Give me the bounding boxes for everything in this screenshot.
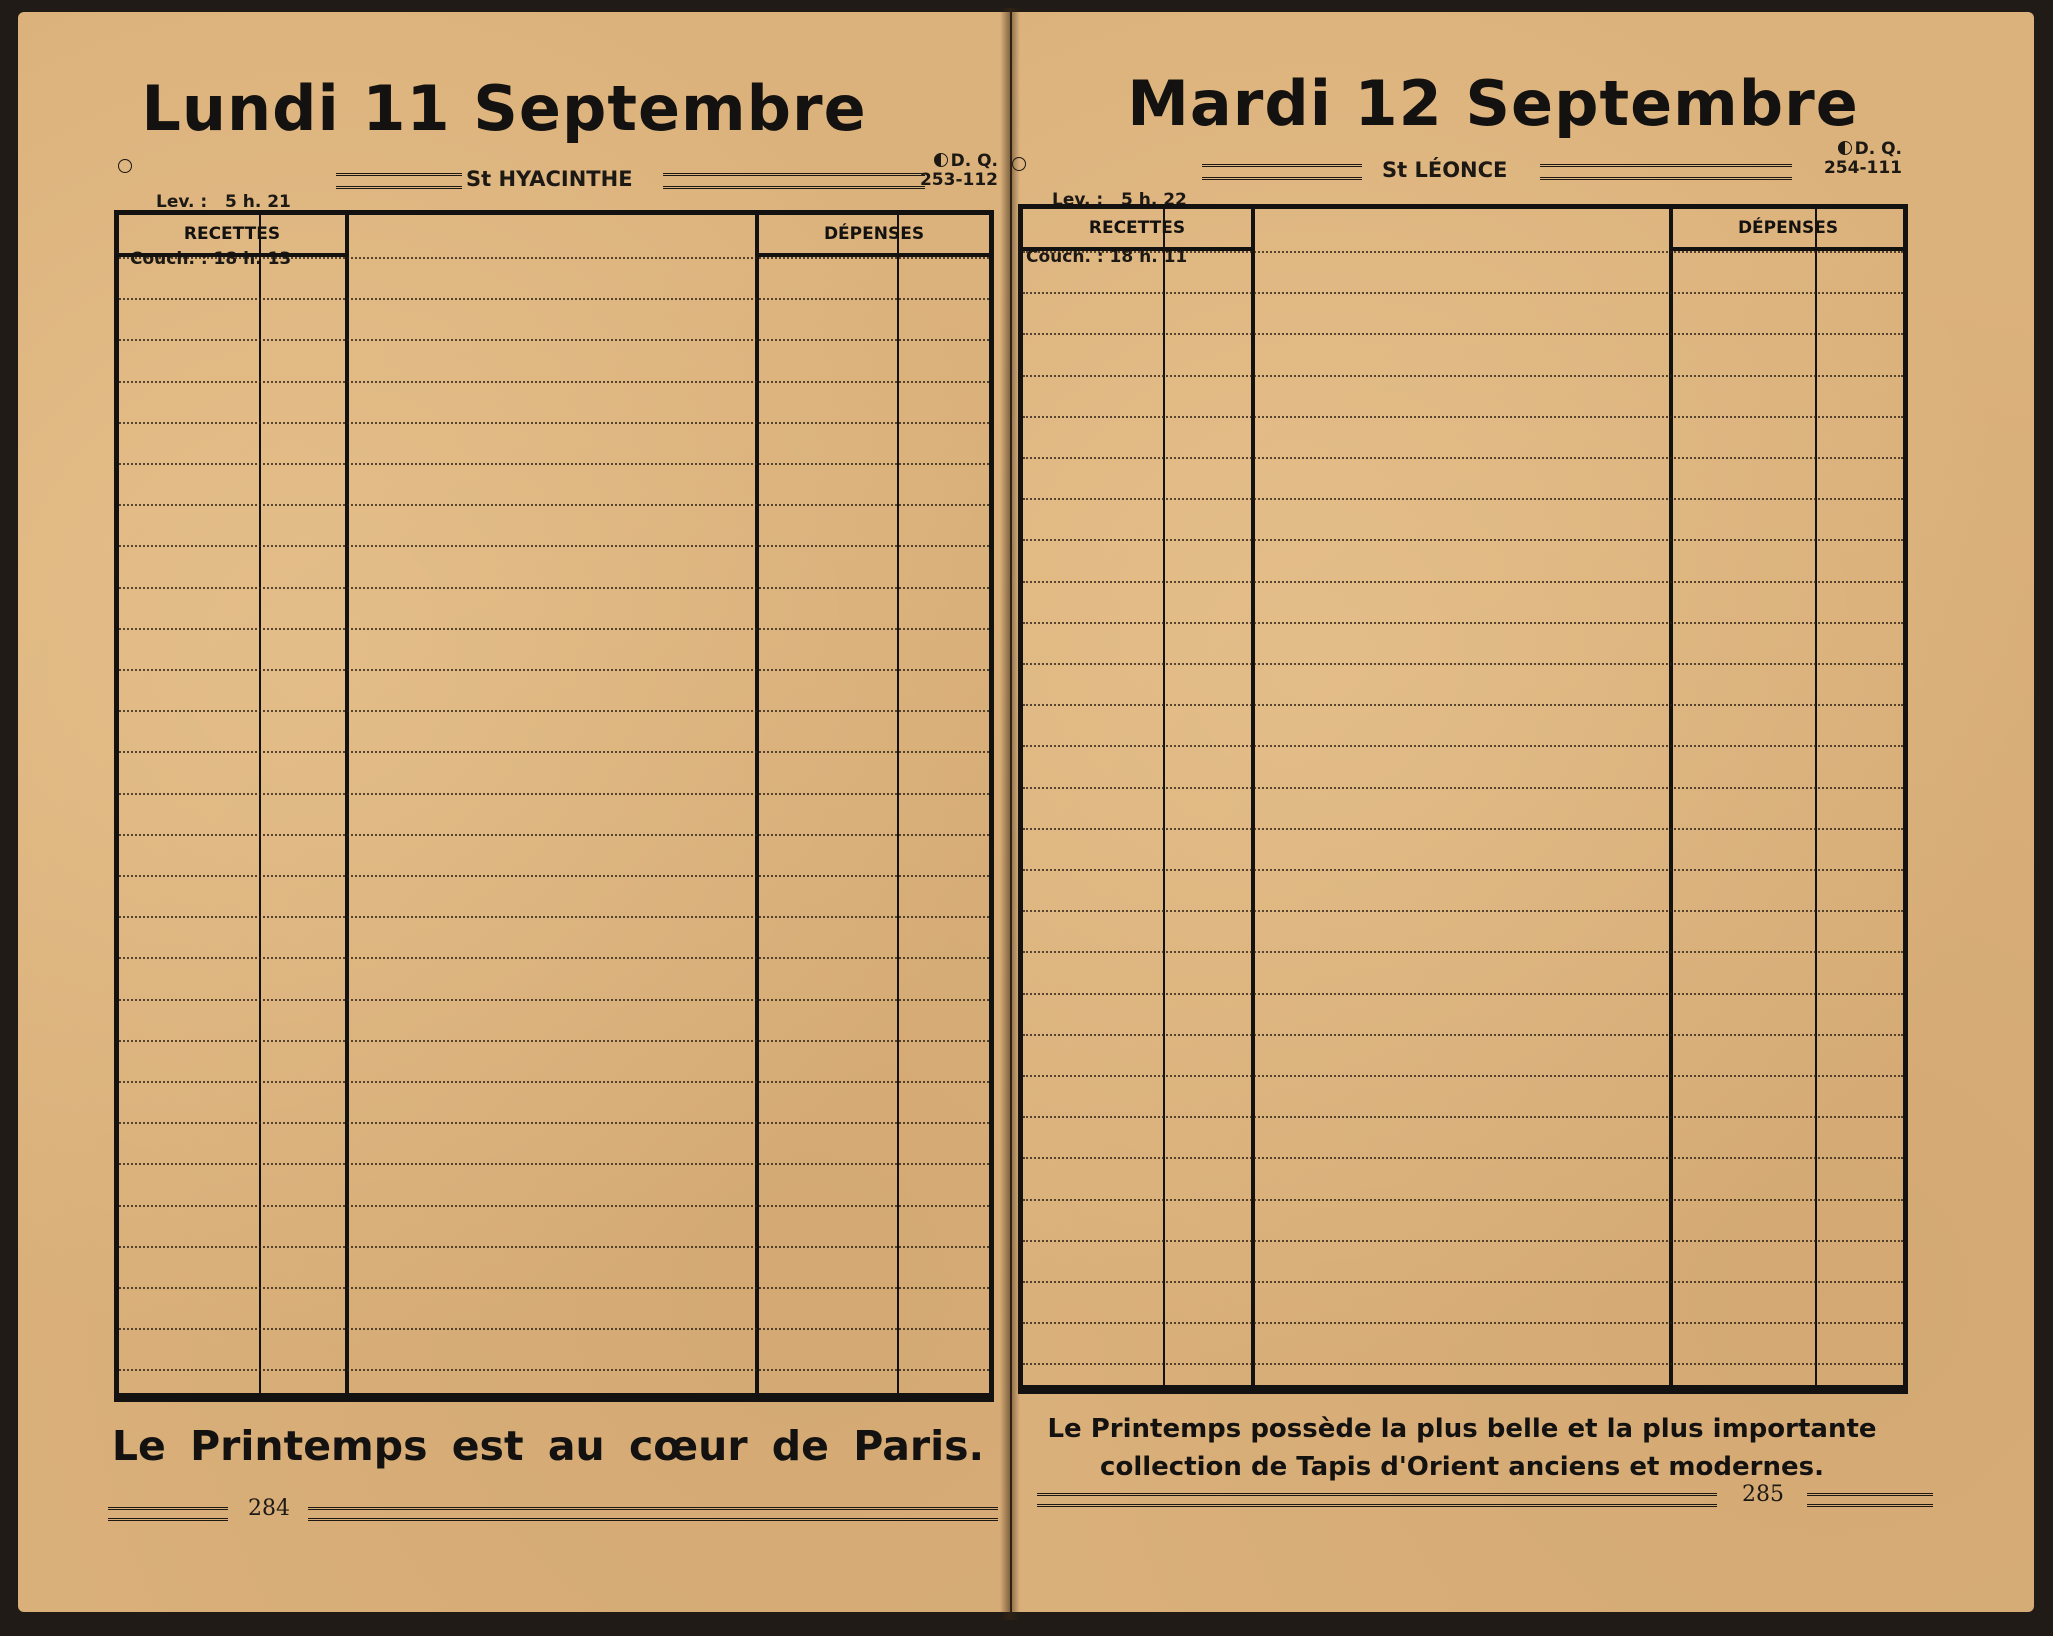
ruled-line bbox=[119, 1287, 989, 1289]
footer-line bbox=[108, 1507, 228, 1521]
saint-name-right: St LÉONCE bbox=[1382, 158, 1508, 182]
ruled-line bbox=[119, 1246, 989, 1248]
ruled-line bbox=[119, 298, 989, 300]
sunset-right: Couch. : 18 h. 11 bbox=[1026, 247, 1188, 267]
ruled-line bbox=[119, 422, 989, 424]
column-divider bbox=[259, 215, 261, 1393]
ruled-line bbox=[1023, 581, 1903, 583]
footer-line bbox=[308, 1507, 998, 1521]
ruled-line bbox=[119, 710, 989, 712]
ruled-line bbox=[1023, 622, 1903, 624]
recettes-header-right: RECETTES bbox=[1023, 209, 1251, 251]
ruled-line bbox=[119, 545, 989, 547]
slogan-right bbox=[1012, 1410, 1912, 1486]
page-number-right: 285 bbox=[1742, 1482, 1784, 1507]
ruled-line bbox=[1023, 1322, 1903, 1324]
column-divider bbox=[897, 215, 899, 1393]
moon-phase-right bbox=[1802, 140, 1902, 178]
sunrise-left: Lev. : 5 h. 21 bbox=[156, 192, 291, 212]
ruled-line bbox=[1023, 498, 1903, 500]
ruled-line bbox=[1023, 457, 1903, 459]
ruled-line bbox=[119, 1122, 989, 1124]
ruled-line bbox=[1023, 1281, 1903, 1283]
column-divider bbox=[345, 215, 349, 1393]
moon-label-right: D. Q. bbox=[1854, 139, 1902, 159]
ruled-line bbox=[119, 628, 989, 630]
slogan-left: Le Printemps est au cœur de Paris. bbox=[111, 1422, 985, 1470]
ledger-table-left bbox=[114, 210, 994, 1402]
ruled-line bbox=[119, 834, 989, 836]
ruled-line bbox=[1023, 333, 1903, 335]
right-page bbox=[1012, 12, 2034, 1612]
ruled-line bbox=[1023, 1075, 1903, 1077]
divider-line bbox=[1202, 164, 1362, 180]
ruled-line bbox=[1023, 704, 1903, 706]
moon-phase-left bbox=[918, 152, 998, 190]
ruled-line bbox=[119, 587, 989, 589]
ruled-line bbox=[119, 463, 989, 465]
book-gutter bbox=[1000, 8, 1020, 1620]
ruled-line bbox=[1023, 1157, 1903, 1159]
ruled-line bbox=[119, 257, 989, 259]
ruled-line bbox=[119, 1081, 989, 1083]
moon-label-left: D. Q. bbox=[950, 151, 998, 171]
ruled-line bbox=[119, 1369, 989, 1371]
column-divider bbox=[1163, 209, 1165, 1385]
ruled-line bbox=[119, 669, 989, 671]
ruled-line bbox=[1023, 745, 1903, 747]
ruled-line bbox=[1023, 1116, 1903, 1118]
ruled-line bbox=[119, 957, 989, 959]
ruled-line bbox=[1023, 993, 1903, 995]
left-page bbox=[18, 12, 1010, 1612]
ruled-line bbox=[119, 751, 989, 753]
moon-quarter-icon bbox=[934, 153, 948, 167]
ruled-line bbox=[119, 916, 989, 918]
footer-line bbox=[1807, 1493, 1933, 1507]
column-divider bbox=[1669, 209, 1673, 1385]
moon-number-right: 254-111 bbox=[1823, 158, 1902, 178]
ruled-line bbox=[1023, 869, 1903, 871]
column-divider bbox=[755, 215, 759, 1393]
ruled-line bbox=[1023, 1034, 1903, 1036]
ruled-line bbox=[119, 1328, 989, 1330]
ruled-line bbox=[119, 339, 989, 341]
page-title-left: Lundi 11 Septembre bbox=[141, 72, 867, 145]
page-number-left: 284 bbox=[248, 1496, 290, 1521]
ruled-line bbox=[119, 999, 989, 1001]
column-divider bbox=[1251, 209, 1255, 1385]
recettes-header-left: RECETTES bbox=[119, 215, 345, 257]
ruled-line bbox=[1023, 787, 1903, 789]
ruled-line bbox=[119, 381, 989, 383]
moon-quarter-icon bbox=[1838, 141, 1852, 155]
ruled-line bbox=[119, 875, 989, 877]
footer-right bbox=[1037, 1482, 1937, 1507]
ruled-line bbox=[1023, 1199, 1903, 1201]
slogan-right-line1: Le Printemps possède la plus belle et la plus importante bbox=[1047, 1414, 1877, 1444]
footer-line bbox=[1037, 1493, 1717, 1507]
sunset-left: Couch. : 18 h. 13 bbox=[130, 249, 292, 269]
moon-number-left: 253-112 bbox=[919, 170, 998, 190]
ruled-line bbox=[119, 1040, 989, 1042]
depenses-header-left: DÉPENSES bbox=[759, 215, 989, 257]
ruled-line bbox=[119, 504, 989, 506]
ruled-line bbox=[1023, 416, 1903, 418]
ruled-line bbox=[1023, 663, 1903, 665]
ruled-line bbox=[1023, 1240, 1903, 1242]
depenses-header-right: DÉPENSES bbox=[1673, 209, 1903, 251]
ruled-line bbox=[1023, 910, 1903, 912]
slogan-right-line2: collection de Tapis d'Orient anciens et modernes. bbox=[1100, 1452, 1824, 1482]
divider-line bbox=[336, 173, 462, 189]
saint-name-left: St HYACINTHE bbox=[466, 167, 633, 191]
column-divider bbox=[1815, 209, 1817, 1385]
ruled-line bbox=[1023, 251, 1903, 253]
ruled-line bbox=[119, 1205, 989, 1207]
ruled-line bbox=[1023, 951, 1903, 953]
ruled-line bbox=[1023, 375, 1903, 377]
ruled-line bbox=[1023, 828, 1903, 830]
ruled-line bbox=[119, 793, 989, 795]
divider-line bbox=[663, 173, 925, 189]
ruled-line bbox=[1023, 292, 1903, 294]
page-title-right: Mardi 12 Septembre bbox=[1127, 67, 1859, 140]
sunrise-right: Lev. : 5 h. 22 bbox=[1052, 190, 1187, 210]
ruled-line bbox=[119, 1163, 989, 1165]
footer-left bbox=[108, 1496, 998, 1521]
divider-line bbox=[1540, 164, 1792, 180]
ruled-line bbox=[1023, 1363, 1903, 1365]
ruled-line bbox=[1023, 539, 1903, 541]
ledger-table-right bbox=[1018, 204, 1908, 1394]
